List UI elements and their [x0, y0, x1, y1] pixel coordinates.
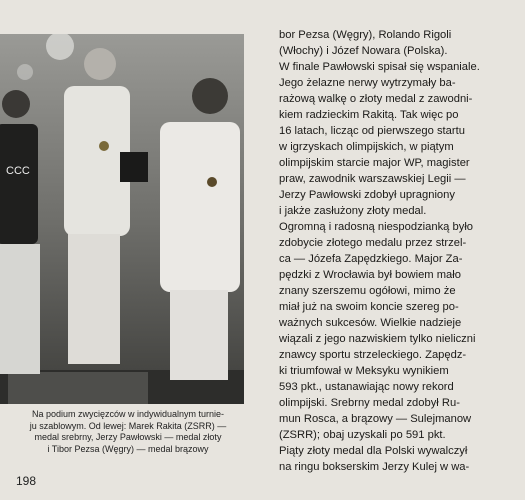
body-line: miał już na swoim koncie szereg po- — [279, 301, 459, 313]
body-line: Ogromną i radosną niespodzianką było — [279, 221, 474, 233]
photo-caption — [10, 409, 246, 455]
body-line: rażową walkę o złoty medal z zawodni- — [279, 93, 473, 105]
body-line: bor Pezsa (Węgry), Rolando Rigoli — [279, 29, 452, 41]
body-line: ca — Józefa Zapędzkiego. Major Za- — [279, 253, 463, 265]
body-line: praw, zawodnik warszawskiej Legii — — [279, 173, 466, 185]
body-line: 16 latach, licząc od pierwszego startu — [279, 125, 465, 137]
body-line: wiązali z jego nazwiskiem tylko nieliczni — [279, 333, 476, 345]
caption-line: ju szablowym. Od lewej: Marek Rakita (ZSRR) — — [29, 420, 227, 431]
body-line: (ZSRR); obaj uzyskali po 591 pkt. — [279, 429, 446, 441]
body-line: pędzki z Wrocławia był bowiem mało — [279, 269, 461, 281]
body-line: Jego żelazne nerwy wytrzymały ba- — [279, 77, 456, 89]
body-line: W finale Pawłowski spisał się wspaniale. — [279, 61, 480, 73]
body-line: zdobycie złotego medalu przez strzel- — [279, 237, 467, 249]
body-line: znawcy sportu strzeleckiego. Zapędz- — [279, 349, 467, 361]
page-number: 198 — [16, 474, 37, 488]
body-line: na ringu bokserskim Jerzy Kulej w wa- — [279, 461, 470, 473]
svg-text:CCC: CCC — [6, 165, 30, 177]
article-body — [279, 27, 504, 475]
caption-line: i Tibor Pezsa (Węgry) — medal brązowy — [47, 443, 209, 454]
body-line: (Włochy) i Józef Nowara (Polska). — [279, 45, 448, 57]
body-line: ki triumfował w Meksyku wynikiem — [279, 365, 449, 377]
podium-photo-illustration — [0, 34, 244, 404]
body-line: kiem radzieckim Rakitą. Tak więc po — [279, 109, 459, 121]
body-line: 593 pkt., ustanawiając nowy rekord — [279, 381, 454, 393]
body-line: mun Rosca, a brązowy — Sulejmanow — [279, 413, 472, 425]
body-line: i jakże zasłużony złoty medal. — [279, 205, 427, 217]
podium-photo — [0, 34, 244, 404]
body-line: ważnych sukcesów. Wielkie nadzieje — [279, 317, 462, 329]
body-line: znany szerszemu ogółowi, mimo że — [279, 285, 456, 297]
body-line: w igrzyskach olimpijskich, w piątym — [279, 141, 454, 153]
body-line: olimpijskim starcie major WP, magister — [279, 157, 470, 169]
caption-line: medal srebrny, Jerzy Pawłowski — medal złoty — [34, 432, 222, 442]
body-line: Jerzy Pawłowski zdobył upragniony — [279, 189, 455, 201]
body-line: olimpijski. Srebrny medal zdobył Ru- — [279, 397, 460, 409]
body-line: Piąty złoty medal dla Polski wywalczył — [279, 445, 468, 457]
caption-line: Na podium zwycięzców w indywidualnym turnie- — [31, 409, 225, 419]
